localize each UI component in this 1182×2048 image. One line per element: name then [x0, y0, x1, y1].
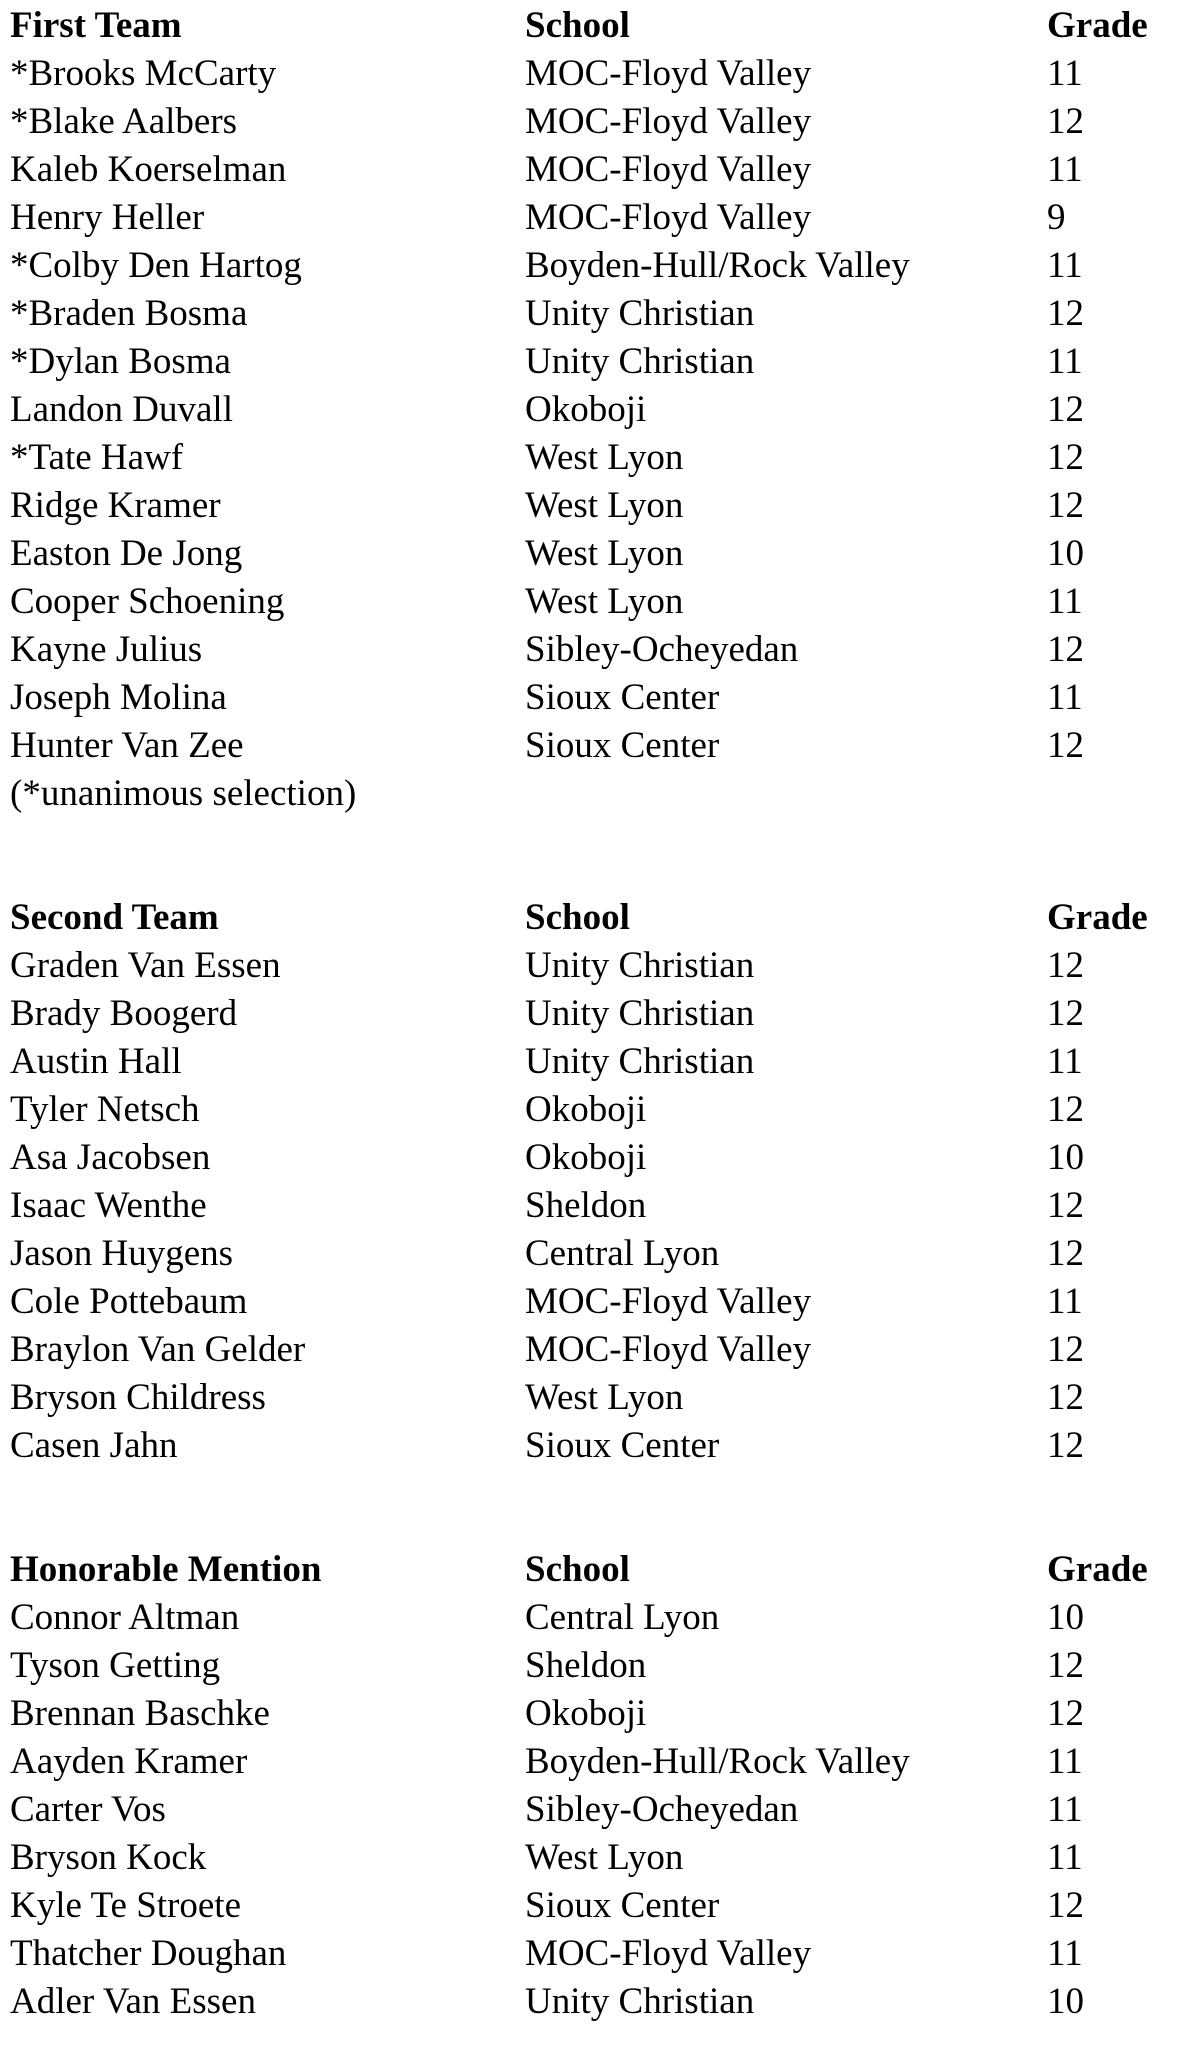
player-grade: 11: [1047, 1041, 1083, 1082]
player-grade: 10: [1047, 1981, 1084, 2022]
table-row: [10, 338, 1182, 386]
player-name: Cole Pottebaum: [10, 1281, 248, 1322]
player-name: Joseph Molina: [10, 677, 227, 718]
player-name: Kyle Te Stroete: [10, 1885, 241, 1926]
player-grade: 12: [1047, 1425, 1084, 1466]
player-school: Okoboji: [525, 389, 647, 430]
player-school: Sioux Center: [525, 725, 720, 766]
player-name: Henry Heller: [10, 197, 205, 238]
player-grade: 12: [1047, 993, 1084, 1034]
player-name: *Brooks McCarty: [10, 53, 277, 94]
player-school: MOC-Floyd Valley: [525, 53, 812, 94]
table-row: [10, 1786, 1182, 1834]
table-row: [10, 194, 1182, 242]
table-row: [10, 1326, 1182, 1374]
player-grade: 12: [1047, 725, 1084, 766]
table-row: [10, 1930, 1182, 1978]
player-school: Boyden-Hull/Rock Valley: [525, 245, 910, 286]
table-row: [10, 1978, 1182, 2026]
player-name: Graden Van Essen: [10, 945, 281, 986]
player-grade: 11: [1047, 1281, 1083, 1322]
player-grade: 12: [1047, 1185, 1084, 1226]
section-header-row: [10, 2, 1182, 50]
table-row: [10, 434, 1182, 482]
player-school: West Lyon: [525, 1377, 684, 1418]
table-row: [10, 942, 1182, 990]
player-name: Brennan Baschke: [10, 1693, 270, 1734]
player-name: Carter Vos: [10, 1789, 166, 1830]
player-school: Okoboji: [525, 1137, 647, 1178]
player-name: Landon Duvall: [10, 389, 233, 430]
school-column-header: School: [525, 5, 630, 46]
player-name: Thatcher Doughan: [10, 1933, 287, 1974]
player-grade: 11: [1047, 53, 1083, 94]
section-title: Honorable Mention: [10, 1549, 322, 1590]
table-row: [10, 98, 1182, 146]
player-name: *Braden Bosma: [10, 293, 248, 334]
player-school: MOC-Floyd Valley: [525, 101, 812, 142]
player-name: Adler Van Essen: [10, 1981, 256, 2022]
player-name: Braylon Van Gelder: [10, 1329, 306, 1370]
player-school: West Lyon: [525, 437, 684, 478]
player-grade: 11: [1047, 677, 1083, 718]
table-row: [10, 1230, 1182, 1278]
player-grade: 12: [1047, 437, 1084, 478]
player-grade: 11: [1047, 1837, 1083, 1878]
player-name: *Blake Aalbers: [10, 101, 238, 142]
player-school: Sheldon: [525, 1645, 647, 1686]
table-row: [10, 1422, 1182, 1470]
player-school: Sheldon: [525, 1185, 647, 1226]
player-name: Connor Altman: [10, 1597, 240, 1638]
player-school: West Lyon: [525, 581, 684, 622]
player-name: Casen Jahn: [10, 1425, 178, 1466]
player-school: MOC-Floyd Valley: [525, 1933, 812, 1974]
player-name: Aayden Kramer: [10, 1741, 248, 1782]
table-row: [10, 1594, 1182, 1642]
player-grade: 10: [1047, 1137, 1084, 1178]
player-name: *Colby Den Hartog: [10, 245, 302, 286]
player-grade: 12: [1047, 389, 1084, 430]
table-row: [10, 1134, 1182, 1182]
player-school: Sioux Center: [525, 1425, 720, 1466]
player-school: Unity Christian: [525, 293, 755, 334]
player-school: Unity Christian: [525, 993, 755, 1034]
player-school: Central Lyon: [525, 1233, 720, 1274]
player-grade: 12: [1047, 1089, 1084, 1130]
player-grade: 12: [1047, 945, 1084, 986]
player-school: Unity Christian: [525, 1041, 755, 1082]
player-name: Cooper Schoening: [10, 581, 285, 622]
table-row: [10, 990, 1182, 1038]
table-row: [10, 1738, 1182, 1786]
player-grade: 11: [1047, 581, 1083, 622]
table-row: [10, 578, 1182, 626]
table-row: [10, 146, 1182, 194]
table-row: [10, 1374, 1182, 1422]
player-name: Ridge Kramer: [10, 485, 221, 526]
table-row: [10, 530, 1182, 578]
table-row: [10, 50, 1182, 98]
team-section: [10, 1546, 1182, 2026]
player-name: Asa Jacobsen: [10, 1137, 211, 1178]
player-grade: 12: [1047, 1233, 1084, 1274]
table-row: [10, 1834, 1182, 1882]
player-school: Okoboji: [525, 1693, 647, 1734]
table-row: [10, 482, 1182, 530]
grade-column-header: Grade: [1047, 897, 1148, 938]
player-school: Unity Christian: [525, 945, 755, 986]
player-grade: 12: [1047, 293, 1084, 334]
table-row: [10, 1182, 1182, 1230]
team-section: [10, 894, 1182, 1470]
player-grade: 11: [1047, 149, 1083, 190]
player-grade: 12: [1047, 1645, 1084, 1686]
player-grade: 12: [1047, 1885, 1084, 1926]
table-row: [10, 1086, 1182, 1134]
player-name: Kayne Julius: [10, 629, 203, 670]
player-name: Bryson Kock: [10, 1837, 207, 1878]
player-school: Unity Christian: [525, 1981, 755, 2022]
player-school: Sibley-Ocheyedan: [525, 629, 799, 670]
section-header-row: [10, 1546, 1182, 1594]
player-grade: 11: [1047, 341, 1083, 382]
player-grade: 11: [1047, 1789, 1083, 1830]
player-school: MOC-Floyd Valley: [525, 149, 812, 190]
section-title: First Team: [10, 5, 182, 46]
player-grade: 12: [1047, 101, 1084, 142]
player-grade: 10: [1047, 533, 1084, 574]
player-school: Okoboji: [525, 1089, 647, 1130]
player-grade: 12: [1047, 1693, 1084, 1734]
table-row: [10, 290, 1182, 338]
player-school: West Lyon: [525, 1837, 684, 1878]
player-school: Central Lyon: [525, 1597, 720, 1638]
unanimous-selection-footnote: (*unanimous selection): [10, 773, 357, 814]
player-school: Sibley-Ocheyedan: [525, 1789, 799, 1830]
table-row: [10, 1690, 1182, 1738]
player-name: Kaleb Koerselman: [10, 149, 287, 190]
player-name: Bryson Childress: [10, 1377, 266, 1418]
table-row: [10, 722, 1182, 770]
player-name: Brady Boogerd: [10, 993, 238, 1034]
table-row: [10, 242, 1182, 290]
grade-column-header: Grade: [1047, 1549, 1148, 1590]
school-column-header: School: [525, 1549, 630, 1590]
team-section: [10, 2, 1182, 818]
table-row: [10, 386, 1182, 434]
player-grade: 11: [1047, 1933, 1083, 1974]
player-name: Easton De Jong: [10, 533, 243, 574]
player-grade: 11: [1047, 245, 1083, 286]
player-school: Sioux Center: [525, 1885, 720, 1926]
table-row: [10, 626, 1182, 674]
player-name: Tyson Getting: [10, 1645, 221, 1686]
player-school: West Lyon: [525, 485, 684, 526]
player-name: Austin Hall: [10, 1041, 182, 1082]
section-header-row: [10, 894, 1182, 942]
player-name: Tyler Netsch: [10, 1089, 200, 1130]
player-school: Unity Christian: [525, 341, 755, 382]
player-name: Isaac Wenthe: [10, 1185, 207, 1226]
player-school: Boyden-Hull/Rock Valley: [525, 1741, 910, 1782]
table-row: [10, 1038, 1182, 1086]
player-grade: 12: [1047, 1329, 1084, 1370]
player-grade: 12: [1047, 1377, 1084, 1418]
player-name: Jason Huygens: [10, 1233, 234, 1274]
player-school: MOC-Floyd Valley: [525, 197, 812, 238]
player-school: MOC-Floyd Valley: [525, 1281, 812, 1322]
table-row: [10, 674, 1182, 722]
table-row: [10, 1882, 1182, 1930]
school-column-header: School: [525, 897, 630, 938]
table-row: [10, 1278, 1182, 1326]
player-grade: 12: [1047, 629, 1084, 670]
player-grade: 11: [1047, 1741, 1083, 1782]
player-grade: 10: [1047, 1597, 1084, 1638]
section-title: Second Team: [10, 897, 219, 938]
table-row: [10, 1642, 1182, 1690]
grade-column-header: Grade: [1047, 5, 1148, 46]
player-name: Hunter Van Zee: [10, 725, 244, 766]
player-name: *Tate Hawf: [10, 437, 184, 478]
player-grade: 12: [1047, 485, 1084, 526]
player-school: West Lyon: [525, 533, 684, 574]
player-name: *Dylan Bosma: [10, 341, 231, 382]
player-school: MOC-Floyd Valley: [525, 1329, 812, 1370]
player-school: Sioux Center: [525, 677, 720, 718]
player-grade: 9: [1047, 197, 1066, 238]
